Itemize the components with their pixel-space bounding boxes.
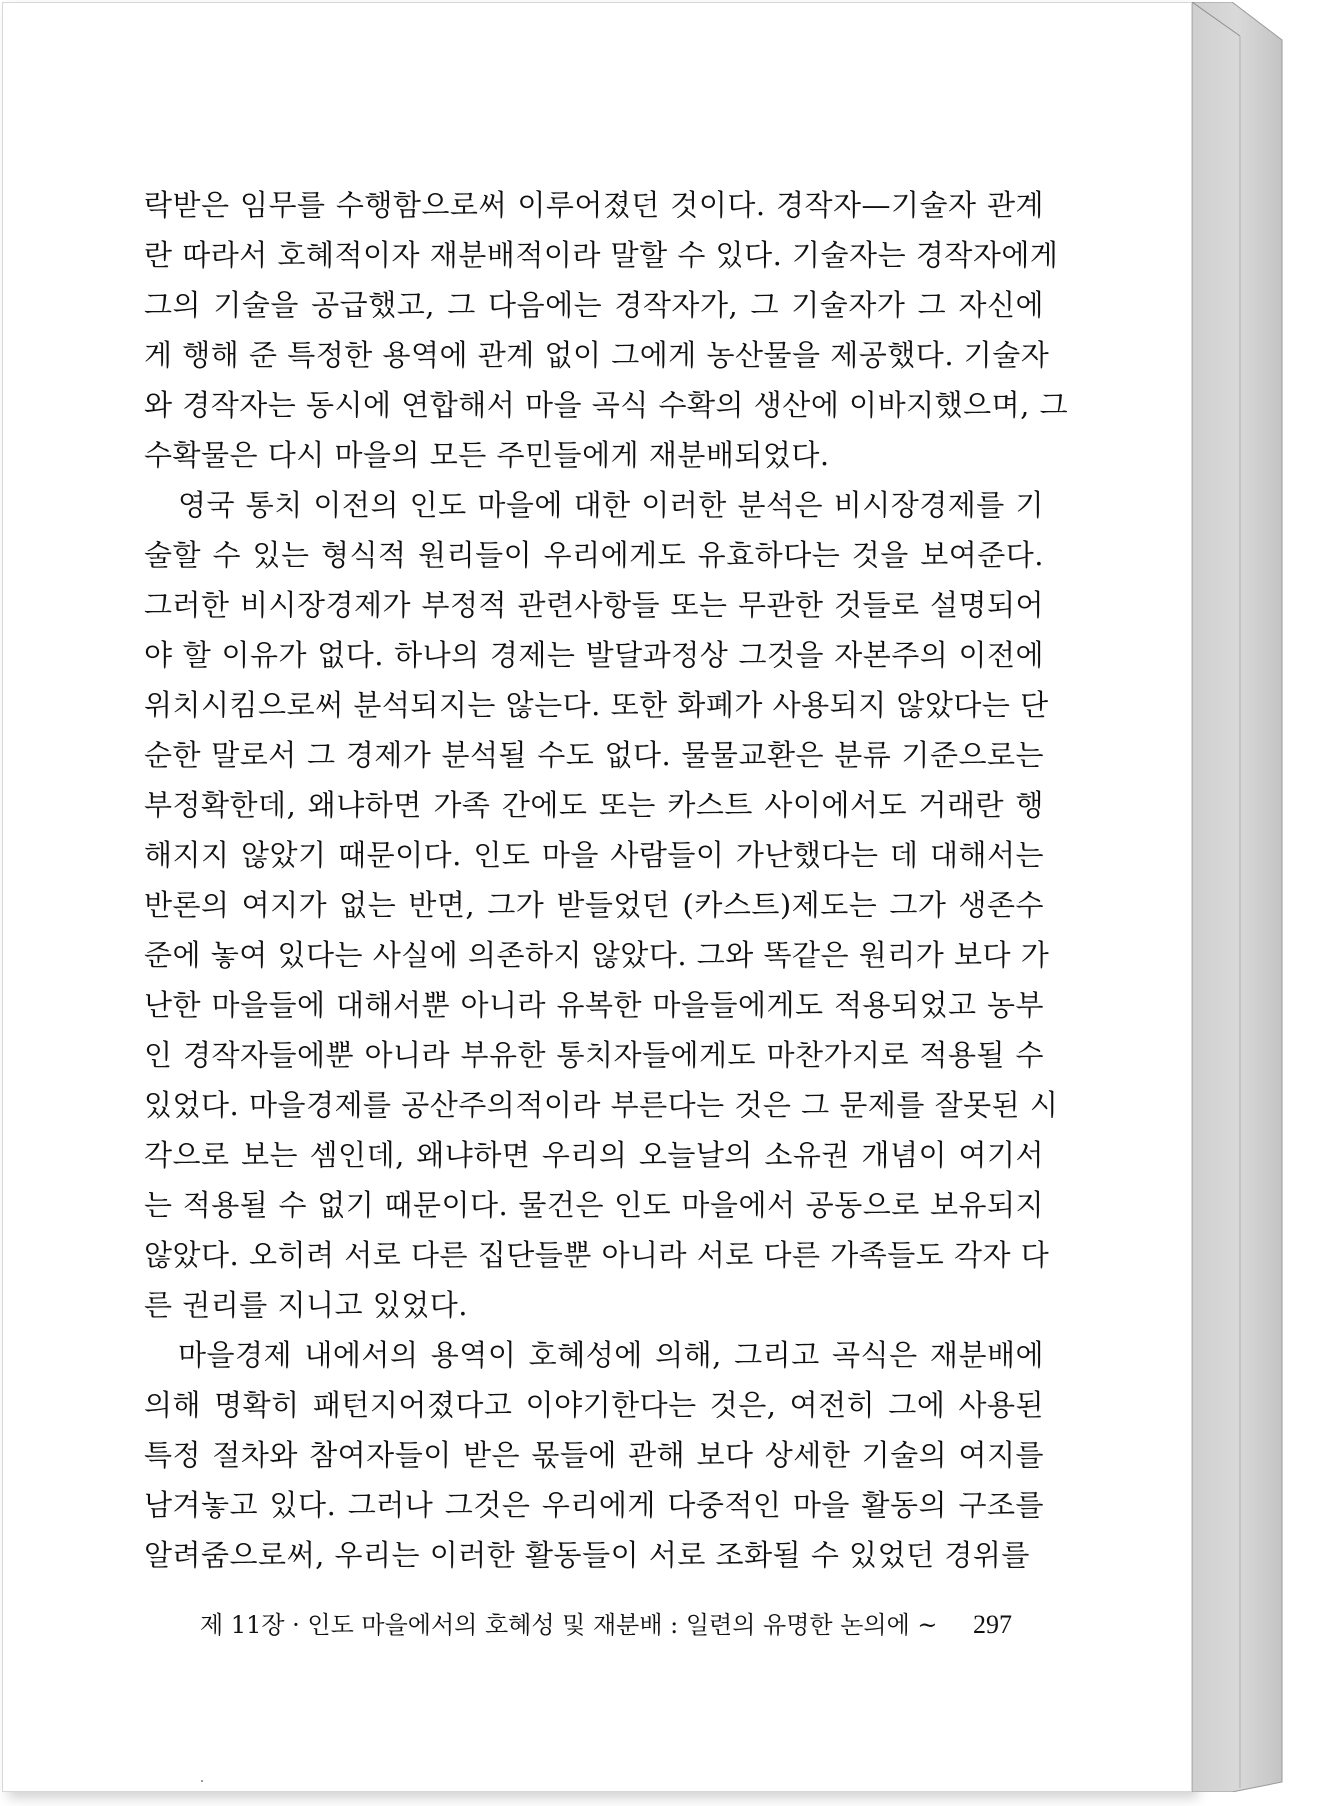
text-line: 부정확한데, 왜냐하면 가족 간에도 또는 카스트 사이에서도 거래란 행 <box>144 788 1044 822</box>
text-line: 영국 통치 이전의 인도 마을에 대한 이러한 분석은 비시장경제를 기 <box>178 488 1044 522</box>
page-footer <box>200 1607 1012 1643</box>
text-line: 게 행해 준 특정한 용역에 관계 없이 그에게 농산물을 제공했다. 기술자 <box>144 338 1050 372</box>
text-line: 남겨놓고 있다. 그러나 그것은 우리에게 다중적인 마을 활동의 구조를 <box>144 1488 1044 1522</box>
text-line: 각으로 보는 셈인데, 왜냐하면 우리의 오늘날의 소유권 개념이 여기서 <box>144 1138 1044 1172</box>
page-edge-graphic <box>1192 2 1288 1792</box>
scan-speck <box>201 1780 203 1782</box>
text-line: 란 따라서 호혜적이자 재분배적이라 말할 수 있다. 기술자는 경작자에게 <box>144 238 1059 272</box>
text-line: 알려줌으로써, 우리는 이러한 활동들이 서로 조화될 수 있었던 경위를 <box>144 1538 1030 1572</box>
text-line: 는 적용될 수 없기 때문이다. 물건은 인도 마을에서 공동으로 보유되지 <box>144 1188 1044 1222</box>
text-line: 인 경작자들에뿐 아니라 부유한 통치자들에게도 마찬가지로 적용될 수 <box>144 1038 1044 1072</box>
text-line: 와 경작자는 동시에 연합해서 마을 곡식 수확의 생산에 이바지했으며, 그 <box>144 388 1069 422</box>
text-line: 특정 절차와 참여자들이 받은 몫들에 관해 보다 상세한 기술의 여지를 <box>144 1438 1044 1472</box>
text-line: 난한 마을들에 대해서뿐 아니라 유복한 마을들에게도 적용되었고 농부 <box>144 988 1044 1022</box>
text-line: 른 권리를 지니고 있었다. <box>144 1288 469 1322</box>
text-line: 의해 명확히 패턴지어졌다고 이야기한다는 것은, 여전히 그에 사용된 <box>144 1388 1044 1422</box>
text-line: 해지지 않았기 때문이다. 인도 마을 사람들이 가난했다는 데 대해서는 <box>144 838 1044 872</box>
text-line: 위치시킴으로써 분석되지는 않는다. 또한 화폐가 사용되지 않았다는 단 <box>144 688 1049 722</box>
text-line: 반론의 여지가 없는 반면, 그가 받들었던 (카스트)제도는 그가 생존수 <box>144 888 1044 922</box>
page-number: 297 <box>973 1610 1012 1639</box>
text-line: 마을경제 내에서의 용역이 호혜성에 의해, 그리고 곡식은 재분배에 <box>178 1338 1044 1372</box>
paragraph <box>144 180 1069 480</box>
paragraph <box>144 1330 1044 1580</box>
book-page-edge <box>1192 2 1288 1792</box>
text-line: 순한 말로서 그 경제가 분석될 수도 없다. 물물교환은 분류 기준으로는 <box>144 738 1044 772</box>
running-head: 제 11장 · 인도 마을에서의 호혜성 및 재분배 : 일련의 유명한 논의에 ~ <box>200 1611 938 1639</box>
text-line: 있었다. 마을경제를 공산주의적이라 부른다는 것은 그 문제를 잘못된 시 <box>144 1088 1059 1122</box>
text-line: 락받은 임무를 수행함으로써 이루어졌던 것이다. 경작자—기술자 관계 <box>144 188 1044 222</box>
paragraph <box>144 480 1059 1330</box>
text-line: 야 할 이유가 없다. 하나의 경제는 발달과정상 그것을 자본주의 이전에 <box>144 638 1044 672</box>
text-line: 술할 수 있는 형식적 원리들이 우리에게도 유효하다는 것을 보여준다. <box>144 538 1044 572</box>
page-body-text <box>144 180 1069 1580</box>
text-line: 수확물은 다시 마을의 모든 주민들에게 재분배되었다. <box>144 438 830 472</box>
text-line: 않았다. 오히려 서로 다른 집단들뿐 아니라 서로 다른 가족들도 각자 다 <box>144 1238 1050 1272</box>
text-line: 준에 놓여 있다는 사실에 의존하지 않았다. 그와 똑같은 원리가 보다 가 <box>144 938 1050 972</box>
text-line: 그러한 비시장경제가 부정적 관련사항들 또는 무관한 것들로 설명되어 <box>144 588 1044 622</box>
text-line: 그의 기술을 공급했고, 그 다음에는 경작자가, 그 기술자가 그 자신에 <box>144 288 1044 322</box>
